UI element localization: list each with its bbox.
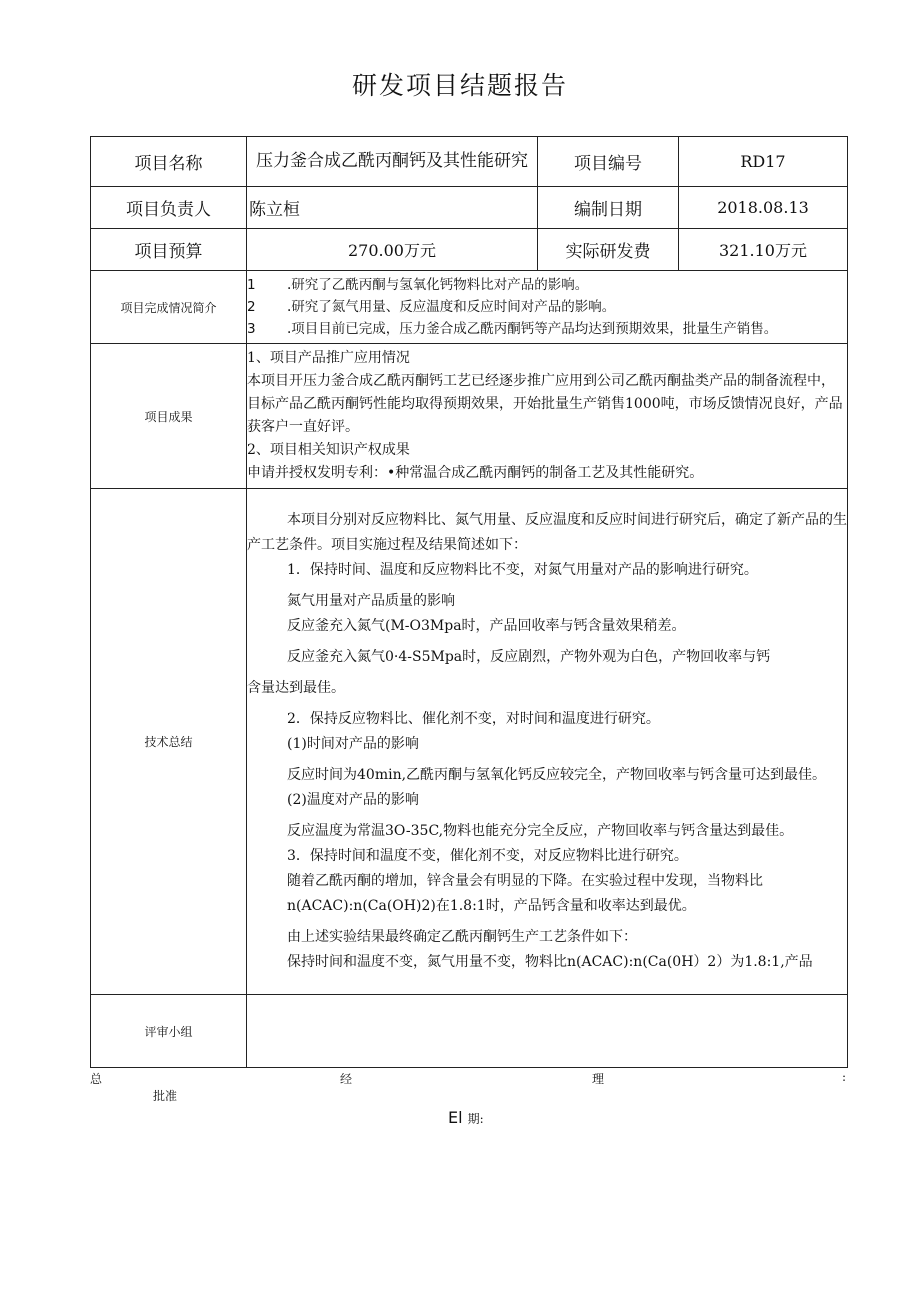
summary-line: 反应时间为40min,乙酰丙酮与氢氧化钙反应较完全，产物回收率与钙含量可达到最佳。 [287,767,827,783]
summary-line: 反应釜充入氮气0·4-S5Mpa时，反应剧烈，产物外观为白色，产物回收率与钙 [287,649,771,665]
summary-line: 反应釜充入氮气(M-O3Mpa时，产品回收率与钙含量效果稍差。 [287,618,686,634]
row-project-name [91,137,848,187]
actual-cost-value: 321.10万元 [679,229,848,271]
results-line: 2、项目相关知识产权成果 [247,442,410,458]
actual-cost-label: 实际研发费 [538,229,679,271]
summary-line: 2．保持反应物料比、催化剂不变，对时间和温度进行研究。 [287,711,660,727]
summary-line: 反应温度为常温3O-35C,物料也能充分完全反应，产物回收率与钙含量达到最佳。 [287,823,794,839]
report-table [90,136,848,1068]
row-project-leader [91,187,848,229]
compile-date-value: 2018.08.13 [679,187,848,229]
summary-line: (2)温度对产品的影响 [287,792,419,808]
completion-item: 1 .研究了乙酰丙酮与氢氧化钙物料比对产品的影响。 [247,277,589,293]
report-title: 研发项目结题报告 [351,71,568,100]
results-line: 本项目开压力釜合成乙酰丙酮钙工艺已经逐步推广应用到公司乙酰丙酮盐类产品的制备流程中，目标产品乙酰丙酮钙性能均取得预期效果，开始批量生产销售1000吨，市场反馈情况良好，产品获客户一直好评。 [247,373,843,435]
footer-approve: 批准 [153,1089,178,1103]
review-label: 评审小组 [91,995,247,1068]
summary-line: 氮气用量对产品质量的影响 [287,593,455,609]
footer-char-zong: 总 [90,1072,103,1086]
results-line: 1、项目产品推广应用情况 [247,350,410,366]
summary-line: n(ACAC):n(Ca(OH)2)在1.8:1时，产品钙含量和收率达到最优。 [287,898,696,914]
row-review [91,995,848,1068]
summary-line: 由上述实验结果最终确定乙酰丙酮钙生产工艺条件如下： [287,929,637,945]
footer-date: El 期: [448,1108,484,1127]
completion-item: 2 .研究了氮气用量、反应温度和反应时间对产品的影响。 [247,299,616,315]
project-budget-value: 270.00万元 [247,229,538,271]
project-leader-label: 项目负责人 [91,187,247,229]
completion-item: 3 .项目目前已完成，压力釜合成乙酰丙酮钙等产品均达到预期效果，批量生产销售。 [247,321,778,337]
project-budget-label: 项目预算 [91,229,247,271]
completion-label: 项目完成情况简介 [91,271,247,344]
completion-content [247,271,848,344]
project-leader-value: 陈立桓 [247,187,538,229]
project-number-label: 项目编号 [538,137,679,187]
review-content [247,995,848,1068]
row-summary [91,489,848,995]
summary-label: 技术总结 [91,489,247,995]
footer-char-li: 理 [592,1072,605,1086]
footer-colon: : [842,1070,847,1084]
project-name-value: 压力釜合成乙酰丙酮钙及其性能研究 [247,137,538,187]
summary-line: 3．保持时间和温度不变，催化剂不变，对反应物料比进行研究。 [287,848,688,864]
results-label: 项目成果 [91,344,247,489]
results-line: 申请并授权发明专利：•种常温合成乙酰丙酮钙的制备工艺及其性能研究。 [247,465,704,481]
summary-line: 保持时间和温度不变，氮气用量不变，物料比n(ACAC):n(Ca(0H）2）为1.8:1,产品 [287,954,813,970]
project-number-value: RD17 [679,137,848,187]
compile-date-label: 编制日期 [538,187,679,229]
row-results [91,344,848,489]
row-project-budget [91,229,848,271]
summary-line: 含量达到最佳。 [247,680,345,696]
summary-line: 随着乙酰丙酮的增加，锌含量会有明显的下降。在实验过程中发现，当物料比 [287,873,763,889]
summary-content [247,489,848,995]
row-completion [91,271,848,344]
summary-line: 本项目分别对反应物料比、氮气用量、反应温度和反应时间进行研究后，确定了新产品的生产工艺条件。项目实施过程及结果简述如下： [247,512,847,553]
results-content [247,344,848,489]
summary-line: 1．保持时间、温度和反应物料比不变，对氮气用量对产品的影响进行研究。 [287,562,758,578]
project-name-label: 项目名称 [91,137,247,187]
summary-line: (1)时间对产品的影响 [287,736,419,752]
footer-char-jing: 经 [340,1072,353,1086]
